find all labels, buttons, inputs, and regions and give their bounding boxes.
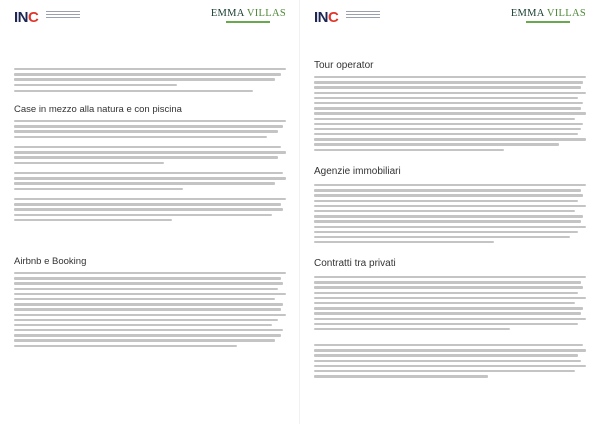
inc-logo-tagline [346, 11, 380, 20]
section-heading: Contratti tra privati [314, 258, 396, 269]
body-paragraph [314, 276, 586, 333]
inc-logo: INC [314, 9, 339, 26]
body-paragraph [314, 184, 586, 246]
emma-villas-logo: EMMA VILLAS [211, 8, 286, 23]
intro-paragraph [14, 68, 286, 89]
section-heading: Case in mezzo alla natura e con piscina [14, 104, 182, 115]
body-paragraph [314, 76, 586, 154]
body-paragraph [14, 172, 286, 193]
body-paragraph [14, 120, 286, 141]
section-heading: Agenzie immobiliari [314, 166, 401, 177]
page-header [314, 5, 586, 27]
body-paragraph [14, 146, 286, 167]
right-page [300, 0, 600, 424]
page-header [14, 5, 286, 27]
left-page-content [14, 46, 286, 424]
section-heading: Airbnb e Booking [14, 256, 87, 267]
body-paragraph [314, 344, 586, 380]
inc-logo: INC [14, 9, 39, 26]
intro-paragraph [14, 90, 286, 95]
right-page-content [314, 46, 586, 424]
emma-villas-logo: EMMA VILLAS [511, 8, 586, 23]
body-paragraph [14, 272, 286, 350]
section-heading: Tour operator [314, 60, 374, 71]
body-paragraph [14, 198, 286, 224]
inc-logo-tagline [46, 11, 80, 20]
